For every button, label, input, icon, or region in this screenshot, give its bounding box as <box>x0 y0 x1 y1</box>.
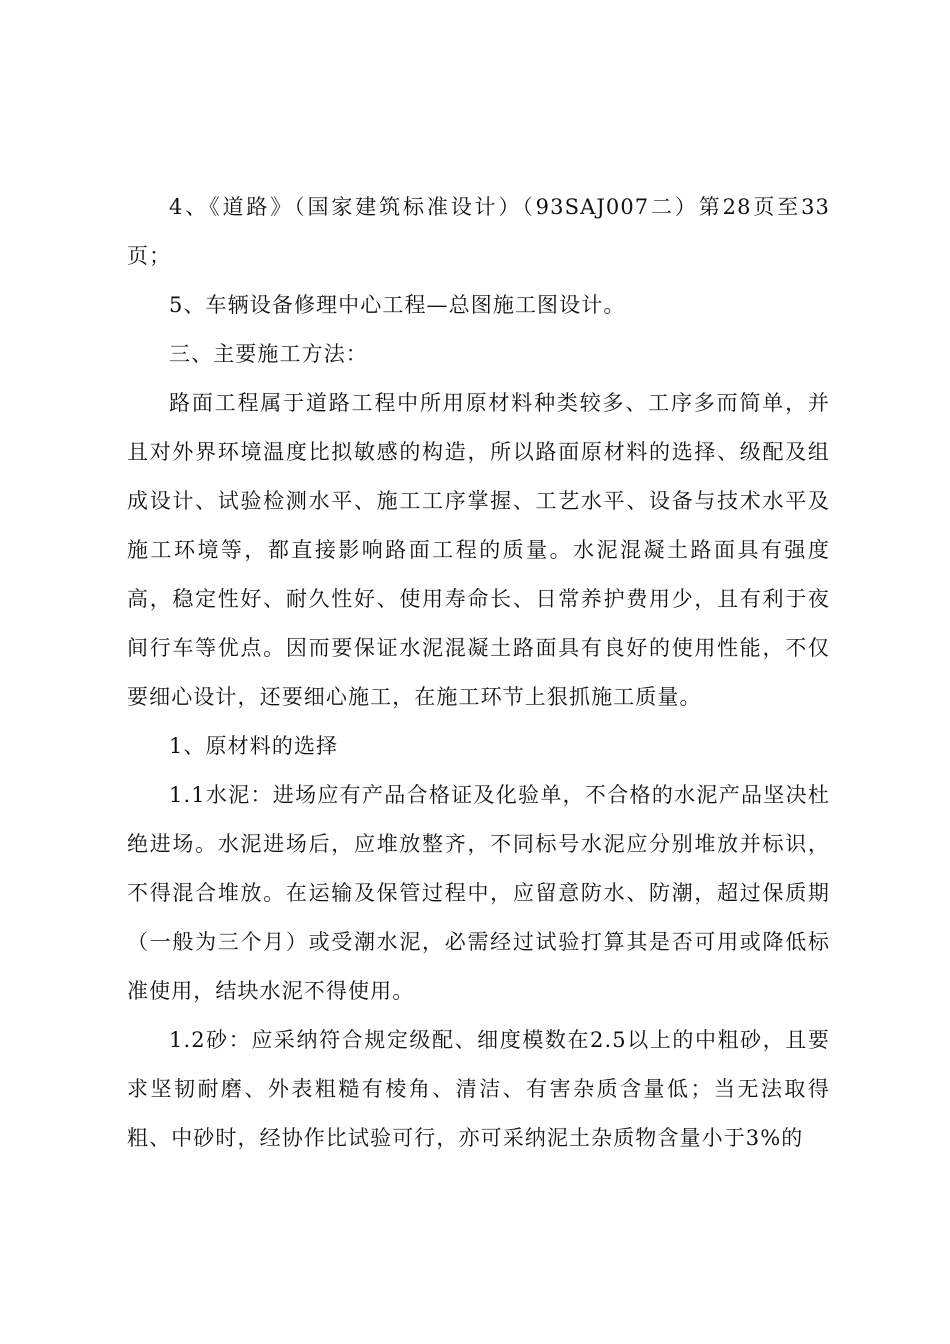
reference-item-4: 4、《道路》（国家建筑标准设计）（93SAJ007二）第28页至33页； <box>127 195 830 268</box>
paragraph-cement: 1.1水泥：进场应有产品合格证及化验单，不合格的水泥产品坚决杜绝进场。水泥进场后，应堆放整齐，不同标号水泥应分别堆放并标识，不得混合堆放。在运输及保管过程中，应留意防水、防潮，超过保质期（一般为三个月）或受潮水泥，必需经过试验打算其是否可用或降低标准使用，结块水泥不得使用。 <box>127 783 830 1003</box>
subheading-material-selection: 1、原材料的选择 <box>169 734 339 758</box>
paragraph-sand: 1.2砂：应采纳符合规定级配、细度模数在2.5以上的中粗砂，且要求坚韧耐磨、外表粗糙有棱角、清洁、有害杂质含量低；当无法取得粗、中砂时，经协作比试验可行，亦可采纳泥土杂质物含量小于3%的 <box>127 1028 830 1150</box>
paragraph-pavement-overview: 路面工程属于道路工程中所用原材料种类较多、工序多而简单，并且对外界环境温度比拟敏感的构造，所以路面原材料的选择、级配及组成设计、试验检测水平、施工工序掌握、工艺水平、设备与技术水平及施工环境等，都直接影响路面工程的质量。水泥混凝土路面具有强度高，稳定性好、耐久性好、使用寿命长、日常养护费用少，且有利于夜间行车等优点。因而要保证水泥混凝土路面具有良好的使用性能，不仅要细心设计，还要细心施工，在施工环节上狠抓施工质量。 <box>127 391 830 709</box>
reference-item-5: 5、车辆设备修理中心工程—总图施工图设计。 <box>169 293 626 317</box>
section-heading-main-methods: 三、主要施工方法： <box>169 342 368 366</box>
document-body <box>127 183 830 1163</box>
